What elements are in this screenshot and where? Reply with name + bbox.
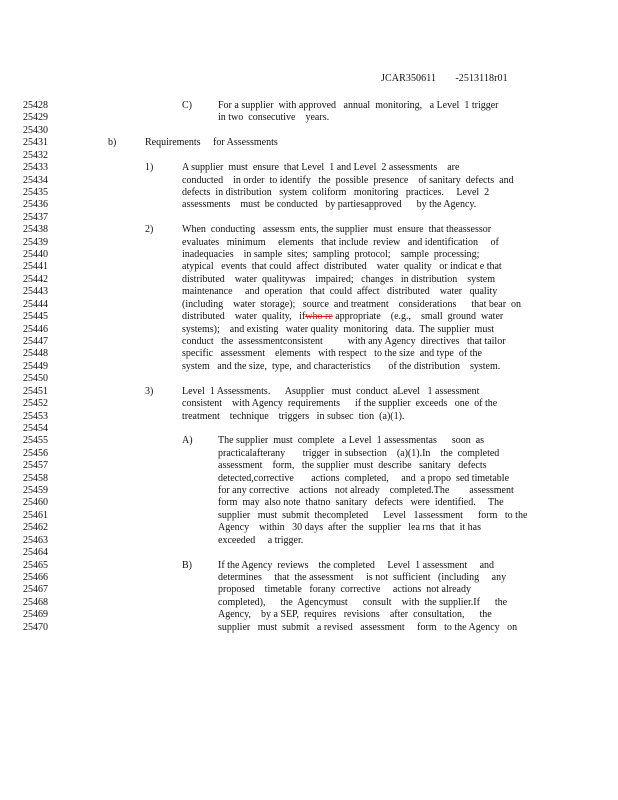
line-text: [218, 522, 481, 533]
line-number: 25458: [23, 472, 48, 484]
line-text-part: defects in distribution system coliform monitoring practices. Level 2: [182, 186, 490, 198]
line-25462: [0, 522, 618, 535]
line-25440: [0, 249, 618, 262]
line-text-part: for any corrective actions not already completed.The assessment: [218, 485, 514, 497]
line-number: 25432: [23, 149, 48, 161]
line-text: [218, 510, 527, 521]
doc-version: -2513118r01: [455, 73, 508, 84]
line-number: 25444: [23, 298, 48, 310]
doc-id: JCAR350611: [381, 73, 437, 84]
line-25459: [0, 485, 618, 498]
line-text: [145, 137, 278, 148]
line-25445: [0, 311, 618, 324]
line-text-part: A supplier must ensure that Level 1 and Level 2 assessments are: [182, 162, 460, 174]
line-text: [218, 473, 509, 484]
line-text-part: inadequacies in sample sites; sampling protocol; sample processing;: [182, 249, 480, 261]
line-25436: [0, 199, 618, 212]
line-25457: [0, 460, 618, 473]
line-25467: [0, 584, 618, 597]
line-25442: [0, 274, 618, 287]
line-text: [218, 572, 506, 583]
line-25441: [0, 261, 618, 274]
line-number: 25466: [23, 571, 48, 583]
line-text: [182, 411, 404, 422]
line-25437: [0, 212, 618, 225]
line-number: 25463: [23, 534, 48, 546]
line-number: 25467: [23, 584, 48, 596]
line-number: 25468: [23, 596, 48, 608]
line-25450: [0, 373, 618, 386]
line-25448: [0, 348, 618, 361]
line-number: 25460: [23, 497, 48, 509]
line-text-part: atypical events that could affect distributed water quality or indicat e that: [182, 261, 502, 273]
line-number: 25464: [23, 547, 48, 559]
line-25464: [0, 547, 618, 560]
line-text: [218, 497, 504, 508]
line-text-part: system and the size, type, and characteristics of the distribution system.: [182, 360, 501, 372]
line-number: 25457: [23, 460, 48, 472]
line-text: [218, 435, 484, 446]
line-text: [182, 261, 502, 272]
struck-text: who re: [305, 311, 333, 323]
item-label: C): [182, 100, 192, 111]
line-text: [218, 584, 471, 595]
line-text: [182, 199, 476, 210]
line-number: 25459: [23, 485, 48, 497]
line-text-part: in two consecutive years.: [218, 112, 330, 124]
line-25463: [0, 535, 618, 548]
line-text: [182, 324, 494, 335]
line-text-part: distributed water qualitywas impaired; changes in distribution system: [182, 273, 496, 285]
line-25455: [0, 435, 618, 448]
line-25430: [0, 125, 618, 138]
line-25439: [0, 237, 618, 250]
line-text: [182, 299, 521, 310]
line-text: [218, 622, 517, 633]
line-number: 25443: [23, 286, 48, 298]
line-text: [182, 311, 503, 322]
line-25468: [0, 597, 618, 610]
line-25449: [0, 361, 618, 374]
line-25438: [0, 224, 618, 237]
line-text: [218, 485, 514, 496]
line-text-part: evaluates minimum elements that include review and identification of: [182, 236, 499, 248]
line-number: 25431: [23, 137, 48, 149]
line-number: 25469: [23, 609, 48, 621]
line-25469: [0, 609, 618, 622]
line-text: [182, 249, 479, 260]
line-number: 25446: [23, 323, 48, 335]
line-text-part: The supplier must complete a Level 1 assessmentas soon as: [218, 435, 485, 447]
line-text: [218, 535, 303, 546]
line-text-part: supplier must submit thecompleted Level 1assessment form to the: [218, 509, 528, 521]
line-25434: [0, 175, 618, 188]
line-number: 25449: [23, 360, 48, 372]
line-number: 25445: [23, 311, 48, 323]
line-text: [182, 348, 482, 359]
line-text-part: (including water storage); source and treatment considerations that bear on: [182, 298, 522, 310]
line-text: [182, 162, 459, 173]
line-number: 25452: [23, 398, 48, 410]
line-text: [182, 237, 499, 248]
line-text-part: conduct the assessmentconsistent with any Agency directives that tailor: [182, 335, 506, 347]
line-number: 25440: [23, 249, 48, 261]
line-25454: [0, 423, 618, 436]
line-25446: [0, 324, 618, 337]
line-25433: [0, 162, 618, 175]
line-number: 25430: [23, 124, 48, 136]
line-25460: [0, 497, 618, 510]
line-number: 25451: [23, 385, 48, 397]
line-text: [182, 386, 479, 397]
line-text: [182, 361, 500, 372]
line-text-part: Requirements for Assessments: [145, 137, 278, 149]
line-number: 25447: [23, 335, 48, 347]
line-number: 25439: [23, 236, 48, 248]
line-text: [182, 224, 491, 235]
line-text-part: detected,corrective actions completed, and a propo sed timetable: [218, 472, 510, 484]
line-text-part: assessment form, the supplier must describe sanitary defects: [218, 460, 487, 472]
line-text: [218, 560, 494, 571]
line-text-part: distributed water quality, if: [182, 311, 306, 323]
item-label: B): [182, 559, 192, 571]
line-text: [182, 187, 489, 198]
line-25447: [0, 336, 618, 349]
line-number: 25448: [23, 348, 48, 360]
line-number: 25435: [23, 186, 48, 198]
line-25456: [0, 448, 618, 461]
item-label: 3): [145, 385, 154, 397]
line-number: 25462: [23, 522, 48, 534]
line-number: 25437: [23, 211, 48, 223]
line-number: 25433: [23, 162, 48, 174]
line-text: [182, 274, 495, 285]
line-text-part: treatment technique triggers in subsec tion (a)(1).: [182, 410, 405, 422]
line-text-part: conducted in order to identify the possible presence of sanitary defects and: [182, 174, 514, 186]
line-text-part: systems); and existing water quality monitoring data. The supplier must: [182, 323, 494, 335]
line-text: [218, 100, 499, 111]
line-text-part: Level 1 Assessments. Asupplier must conduct aLevel 1 assessment: [182, 385, 480, 397]
line-text-part: completed), the Agencymust consult with the supplier.If the: [218, 596, 508, 608]
line-text-part: practicalafterany trigger in subsection (a)(1).In the completed: [218, 447, 500, 459]
line-number: 25453: [23, 410, 48, 422]
line-25429: [0, 112, 618, 125]
line-text: [218, 597, 507, 608]
line-number: 25434: [23, 174, 48, 186]
line-text: [218, 112, 329, 123]
line-text: [182, 286, 497, 297]
item-label: b): [108, 137, 117, 149]
line-number: 25438: [23, 224, 48, 236]
line-text: [218, 448, 499, 459]
line-text: [182, 175, 514, 186]
line-25461: [0, 510, 618, 523]
line-number: 25428: [23, 100, 48, 111]
line-text: [218, 460, 487, 471]
line-text-part: assessments must be conducted by partiesapproved by the Agency.: [182, 199, 477, 211]
line-text: [182, 398, 497, 409]
line-number: 25436: [23, 199, 48, 211]
item-label: 2): [145, 224, 154, 236]
line-number: 25455: [23, 435, 48, 447]
line-number: 25429: [23, 112, 48, 124]
line-text: [218, 609, 492, 620]
line-25428: [0, 100, 618, 113]
line-number: 25442: [23, 273, 48, 285]
item-label: A): [182, 435, 193, 447]
line-25465: [0, 560, 618, 573]
line-number: 25461: [23, 509, 48, 521]
line-text-part: Agency, by a SEP, requires revisions after consultation, the: [218, 609, 492, 621]
line-text-part: When conducting assessm ents, the supplier must ensure that theassessor: [182, 224, 492, 236]
line-text-part: proposed timetable forany corrective actions not already: [218, 584, 471, 596]
line-text-part: supplier must submit a revised assessment form to the Agency on: [218, 621, 518, 633]
line-number: 25470: [23, 621, 48, 633]
line-25466: [0, 572, 618, 585]
line-text-part: consistent with Agency requirements if the supplier exceeds one of the: [182, 398, 498, 410]
line-text-part: determines that the assessment is not sufficient (including any: [218, 571, 507, 583]
line-25452: [0, 398, 618, 411]
line-number: 25454: [23, 422, 48, 434]
line-text-part: maintenance and operation that could affect distributed water quality: [182, 286, 498, 298]
line-25458: [0, 473, 618, 486]
line-text-part: exceeded a trigger.: [218, 534, 304, 546]
line-25451: [0, 386, 618, 399]
line-text-part: For a supplier with approved annual monitoring, a Level 1 trigger: [218, 100, 499, 111]
line-number: 25456: [23, 447, 48, 459]
line-25453: [0, 411, 618, 424]
line-number: 25465: [23, 559, 48, 571]
item-label: 1): [145, 162, 154, 174]
line-25470: [0, 622, 618, 635]
line-text-part: If the Agency reviews the completed Level 1 assessment and: [218, 559, 495, 571]
document-header: [381, 73, 508, 84]
line-number: 25441: [23, 261, 48, 273]
line-25443: [0, 286, 618, 299]
line-text-part: Agency within 30 days after the supplier lea rns that it has: [218, 522, 481, 534]
line-text: [182, 336, 506, 347]
line-25431: [0, 137, 618, 150]
line-text-part: form may also note thatno sanitary defects were identified. The: [218, 497, 504, 509]
line-text-part: specific assessment elements with respect to the size and type of the: [182, 348, 482, 360]
line-25435: [0, 187, 618, 200]
line-number: 25450: [23, 373, 48, 385]
line-25432: [0, 150, 618, 163]
line-text-part: appropriate (e.g., small ground water: [332, 311, 504, 323]
line-25444: [0, 299, 618, 312]
